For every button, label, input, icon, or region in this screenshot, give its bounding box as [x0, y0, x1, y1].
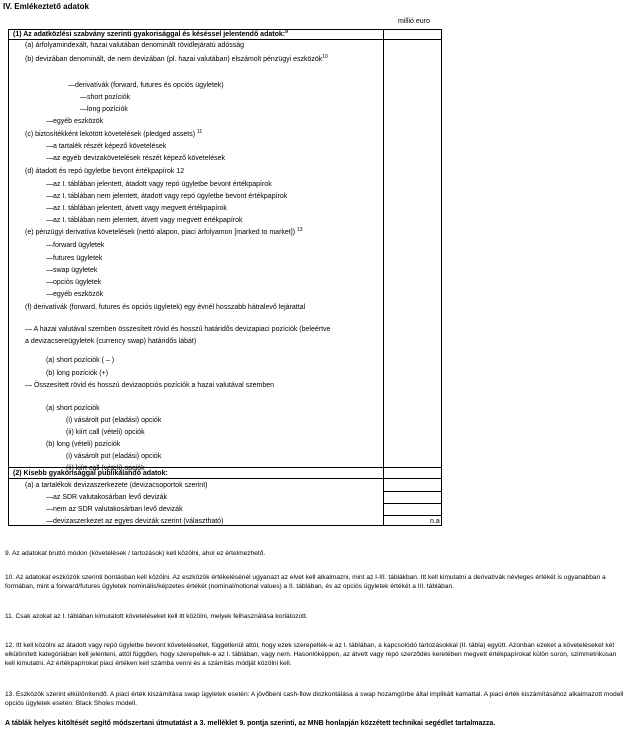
row-item: — A hazai valutával szemben összesített rövid és hosszú határidős devizapiaci pozíciók (beleértve [25, 326, 331, 333]
row-item: (i) vásárolt put (eladási) opciók [66, 453, 162, 460]
row-item: (b) long pozíciók (+) [46, 370, 109, 377]
row-item: —devizaszerkezet az egyes devizák szerint (választható) [46, 518, 224, 525]
row-divider [383, 491, 441, 492]
unit-label: millió euro [398, 18, 430, 25]
row-item: —egyéb eszközök [46, 118, 104, 125]
row-item: —az I. táblában nem jelentett, átvett vagy megvett értékpapírok [46, 217, 243, 224]
column-divider [383, 30, 384, 525]
row-item: —az I. táblában jelentett, átadott vagy repó ügyletbe bevont értékpapírok [46, 181, 272, 188]
row-item: —az I. táblában nem jelentett, átadott vagy repó ügyletbe bevont értékpapírok [46, 193, 288, 200]
row-item: (b) devizában denominált, de nem devizában (pl. hazai valutában) elszámolt pénzügyi eszközök$^{10}$ [25, 54, 328, 63]
row-divider [9, 39, 441, 40]
row-item: —short pozíciók [80, 94, 131, 101]
row-item: (a) árfolyamindexált, hazai valutában denominált rövidlejáratú adósság [25, 42, 245, 49]
row-item: —opciós ügyletek [46, 279, 102, 286]
row-item: (ii) kiírt call (vételi) opciók [66, 429, 145, 436]
row-item: —forward ügyletek [46, 242, 105, 249]
footnote: 13. Eszközök szerint elkülönítendő. A piaci érték kiszámítása swap ügyletek esetén: A jövőbeni cash-flow diszkontálása a swap hozamgörbe által implikált kamattal. A piaci érték kiszámításához alkalmazott modell opciós ügyletek esetén: Black Sholes modell. [5, 691, 624, 707]
section1-heading: (1) Az adatközlési szabvány szerinti gyakorisággal és késéssel jelentendő adatok:$^9$ [13, 29, 288, 38]
row-item: (a) short pozíciók ( – ) [46, 357, 115, 364]
row-item: —derivatívák (forward, futures és opciós ügyletek) [68, 82, 224, 89]
row-item: (ii) kiírt call (vételi) opciók [66, 465, 145, 472]
memo-items-table [8, 29, 442, 526]
row-item: —az SDR valutakosárban levő devizák [46, 494, 168, 501]
na-value: n.a [430, 518, 440, 525]
row-item: —a tartalék részét képező követelések [46, 143, 167, 150]
footnote: 9. Az adatokat bruttó módon (követelések / tartozások) kell közölni, ahol ez értelmezhető. [5, 550, 266, 557]
section2-heading: (2) Kisebb gyakorisággal publikálandó adatok: [13, 470, 168, 477]
footer-note: A táblák helyes kitöltését segítő módszertani útmutatást a 3. melléklet 9. pontja szerinti, az MNB honlapján közzétett technikai segédlet tartalmazza. [5, 720, 496, 727]
row-item: (a) short pozíciók [46, 405, 100, 412]
row-divider [383, 503, 441, 504]
row-item: (d) átadott és repó ügyletbe bevont értékpapírok 12 [25, 168, 185, 175]
row-item: (e) pénzügyi derivatíva követelések (nettó alapon, piaci árfolyamon [marked to market]) $^{13}$ [25, 227, 303, 236]
row-item: (i) vásárolt put (eladási) opciók [66, 417, 162, 424]
footnote: 12. Itt kell közölni az átadott vagy repó ügyletbe bevont követeléseket, függetlenül attól, hogy ezek szerepeltek-e az I. táblában, a kapcsolódó tartozásokkal (II. tábla) együtt. Azonban ezeket a követeléseket két elkülönített kategóriában kell jelenteni, attól függően, hogy szerepeltek-e az I. táblában, vagy nem. Hasonlóképpen, az átvett vagy repó szerződés keretében megvett értékpapírokat külön soron, szimmetrikusan kell kimutatni. Az értékpapírokat piaci értéken kell számba venni és a számítás módját közölni kell. [5, 642, 617, 667]
row-divider [9, 478, 441, 479]
row-item: (b) long (vételi) pozíciók [46, 441, 121, 448]
row-item: (f) derivatívák (forward, futures és opciós ügyletek) egy évnél hosszabb hátralevő lejárattal [25, 304, 306, 311]
row-item: —egyéb eszközök [46, 291, 104, 298]
row-item: —nem az SDR valutakosárban levő devizák [46, 506, 183, 513]
footnote: 11. Csak azokat az I. táblában kimutatott követeléseket kell itt közölni, melyek felhasználása korlátozott. [5, 613, 308, 620]
row-item: a devizacsereügyletek (currency swap) határidős lábát) [25, 338, 197, 345]
page-title: IV. Emlékeztető adatok [3, 2, 89, 11]
row-item: —swap ügyletek [46, 267, 98, 274]
row-item: —long pozíciók [80, 106, 128, 113]
footnote: 10. Az adatokat eszközök szerinti bontásban kell közölni. Az eszközök értékelésénél ugyanazt az elvet kell alkalmazni, mint az I-III. táblákban. Itt kell kimutatni a derivatívák névleges értékét is ugyanabban a formában, mint a forward/futures ügyletek nominális/képzetes értékét (nominal/notional values) a II. táblában, és az opciós ügyletek értékét a III. táblában. [5, 574, 606, 590]
row-item: (c) biztosítékként lekötött követelések (pledged assets) $^{11}$ [25, 129, 203, 138]
row-item: (a) a tartalékok devizaszerkezete (devizacsoportok szerint) [25, 482, 208, 489]
row-divider [383, 515, 441, 516]
row-item: —futures ügyletek [46, 255, 103, 262]
row-item: —az egyéb devizakövetelések részét képező követelések [46, 155, 225, 162]
row-item: — Összesített rövid és hosszú devizaopciós pozíciók a hazai valutával szemben [25, 382, 275, 389]
row-item: —az I. táblában jelentett, átvett vagy megvett értékpapírok [46, 205, 227, 212]
